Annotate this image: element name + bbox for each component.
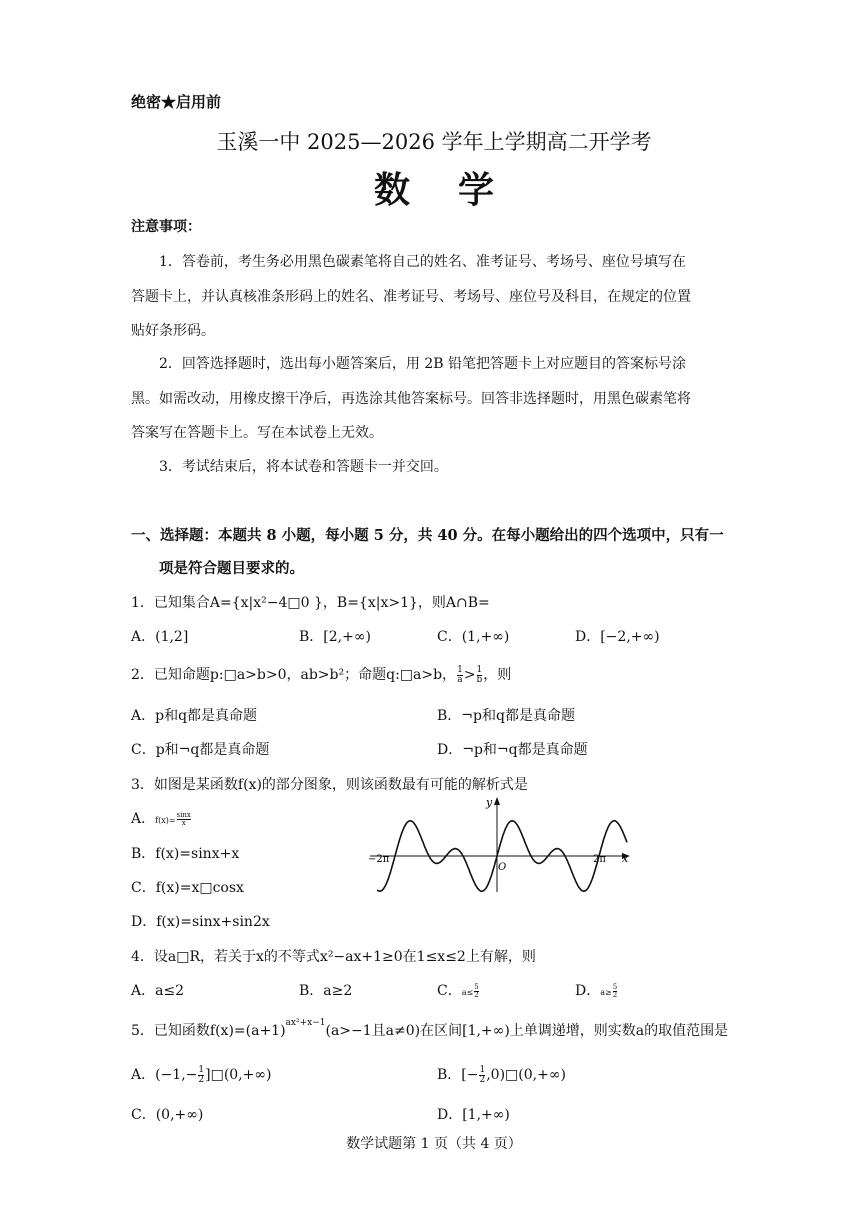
- notice-line-4: 2．回答选择题时，选出每小题答案后，用 2B 铅笔把答题卡上对应题目的答案标号涂: [159, 356, 687, 372]
- fraction-denominator: b: [476, 674, 483, 685]
- fraction-numerator: 5: [612, 982, 618, 991]
- question-5-option-c: C．(0,+∞): [131, 1107, 204, 1123]
- fraction-numerator: sinx: [176, 810, 191, 819]
- fraction-numerator: 1: [457, 664, 463, 675]
- subject-title: 数学: [373, 169, 542, 211]
- y-axis-arrow: [494, 797, 500, 805]
- question-4-option-b: B．a≥2: [299, 983, 353, 999]
- question-5-option-a: [131, 1064, 272, 1085]
- x-axis-label: x: [622, 852, 629, 865]
- exponent: ax²+x−1: [285, 1018, 326, 1029]
- fraction-denominator: 2: [612, 990, 618, 999]
- question-1-option-d: D．[−2,+∞): [575, 629, 660, 645]
- option-a-start: A．(−1,−: [131, 1067, 198, 1083]
- origin-label: O: [498, 862, 507, 873]
- fraction-one-over-a: [457, 666, 463, 685]
- section-heading-line-2: 项是符合题目要求的。: [159, 560, 304, 577]
- question-1-option-a: A．(1,2]: [131, 629, 189, 645]
- option-b-start: B．[−: [437, 1067, 479, 1083]
- exam-title: 玉溪一中 2025—2026 学年上学期高二开学考: [216, 130, 652, 154]
- question-3-option-a: [131, 808, 192, 828]
- question-5-stem-end: (a>−1且a≠0)在区间[1,+∞)上单调递增，则实数a的取值范围是: [325, 1023, 729, 1039]
- fraction-numerator: 5: [474, 982, 479, 991]
- function-graph: [360, 794, 640, 894]
- question-2-stem-end: ，则: [483, 667, 512, 683]
- option-a-lhs: f(x)=: [155, 816, 176, 825]
- fraction-numerator: 1: [479, 1064, 486, 1075]
- question-2-option-c: C．p和¬q都是真命题: [131, 742, 270, 758]
- fraction-denominator: a: [457, 674, 463, 685]
- tick-2pi: 2π: [593, 854, 606, 865]
- option-c-lhs: a≤: [461, 988, 474, 997]
- notice-line-2: 答题卡上，并认真核准条形码上的姓名、准考证号、考场号、座位号及科目，在规定的位置: [131, 289, 691, 305]
- fraction-five-halves: [474, 984, 478, 999]
- question-2-option-b: B．¬p和q都是真命题: [437, 708, 575, 724]
- notice-line-5: 黑。如需改动，用橡皮擦干净后，再选涂其他答案标号。回答非选择题时，用黑色碳素笔将: [131, 391, 691, 407]
- question-3-option-c: C．f(x)=x□cosx: [131, 880, 244, 896]
- question-1-option-c: C．(1,+∞): [437, 629, 510, 645]
- fraction-numerator: 1: [198, 1064, 205, 1075]
- question-1-stem: 1．已知集合A={x|x²−4□0 }，B={x|x>1}，则A∩B=: [131, 595, 490, 611]
- option-d-lhs: a≥: [600, 988, 612, 997]
- question-2-stem-start: 2．已知命题p:□a>b>0，ab>b²；命题q:□a>b，: [131, 667, 457, 683]
- question-3-option-b: B．f(x)=sinx+x: [131, 846, 240, 862]
- question-5-option-d: D．[1,+∞): [437, 1107, 510, 1123]
- tick-neg-2pi: −2π: [368, 854, 390, 865]
- fraction-five-halves: [613, 984, 617, 999]
- question-4-stem: 4．设a□R，若关于x的不等式x²−ax+1≥0在1≤x≤2上有解，则: [131, 949, 536, 965]
- question-3-stem: 3．如图是某函数f(x)的部分图象，则该函数最有可能的解析式是: [131, 777, 528, 793]
- greater-than-sign: >: [463, 667, 476, 683]
- option-label: D．: [575, 983, 601, 999]
- notice-line-3: 贴好条形码。: [131, 323, 215, 339]
- question-2-option-a: A．p和q都是真命题: [131, 708, 258, 724]
- question-4-option-c: [437, 980, 480, 1000]
- fraction-numerator: 1: [476, 664, 483, 675]
- option-a-end: ]□(0,+∞): [205, 1067, 272, 1083]
- notice-line-1: 1．答卷前，考生务必用黑色碳素笔将自己的姓名、准考证号、考场号、座位号填写在: [159, 254, 686, 270]
- option-label: C．: [437, 983, 462, 999]
- fraction-denominator: 2: [479, 1074, 486, 1085]
- question-5-stem: [131, 1020, 728, 1040]
- fraction-denominator: 2: [198, 1074, 205, 1085]
- option-label: A．: [131, 811, 156, 827]
- fraction-one-over-b: [477, 666, 483, 685]
- notice-line-6: 答案写在答题卡上。写在本试卷上无效。: [131, 425, 383, 441]
- fraction-denominator: 2: [474, 990, 479, 999]
- confidential-mark: 绝密★启用前: [131, 93, 222, 111]
- question-3-option-d: D．f(x)=sinx+sin2x: [131, 914, 270, 930]
- y-axis-label: y: [486, 796, 493, 809]
- section-heading-line-1: 一、选择题：本题共 8 小题，每小题 5 分，共 40 分。在每小题给出的四个选项中，只有一: [131, 527, 724, 544]
- fraction-denominator: x: [181, 818, 186, 827]
- notice-line-7: 3．考试结束后，将本试卷和答题卡一并交回。: [159, 459, 448, 475]
- question-5-option-b: [437, 1064, 566, 1085]
- question-5-stem-start: 5．已知函数f(x)=(a+1): [131, 1023, 286, 1039]
- question-2-option-d: D．¬p和¬q都是真命题: [437, 742, 588, 758]
- page-footer: 数学试题第 1 页（共 4 页）: [346, 1136, 522, 1152]
- question-4-option-d: [575, 980, 618, 1000]
- question-1-option-b: B．[2,+∞): [299, 629, 371, 645]
- fraction-one-half: [479, 1066, 485, 1085]
- notice-heading: 注意事项：: [131, 219, 201, 235]
- fraction-sinx-over-x: [177, 812, 191, 827]
- option-b-end: ,0)□(0,+∞): [486, 1067, 566, 1083]
- question-4-option-a: A．a≤2: [131, 983, 185, 999]
- fraction-one-half: [198, 1066, 204, 1085]
- question-2-stem: [131, 664, 511, 685]
